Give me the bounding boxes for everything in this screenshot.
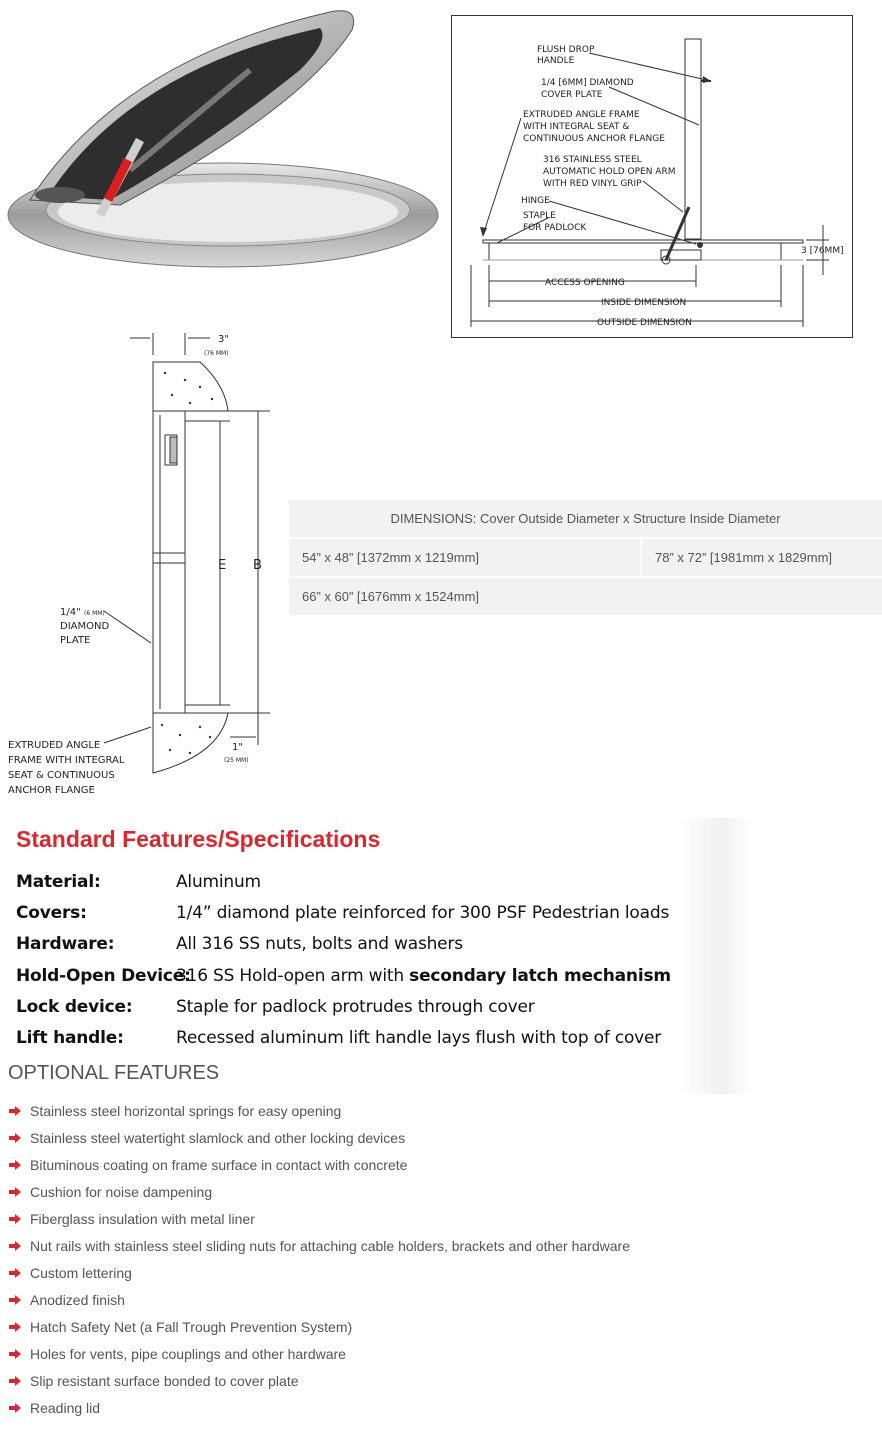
arrow-right-icon <box>8 1322 22 1332</box>
optional-feature-text: Fiberglass insulation with metal liner <box>30 1210 255 1227</box>
label-plate-line2: DIAMOND <box>60 621 110 632</box>
label-plate-mm: (6 MM) <box>84 610 105 617</box>
optional-feature-item <box>8 1151 630 1178</box>
spec-value: 1/4” diamond plate reinforced for 300 PSF Pedestrian loads <box>176 903 670 923</box>
label-staple: STAPLE FOR PADLOCK <box>523 211 587 233</box>
optional-feature-text: Anodized finish <box>30 1291 125 1308</box>
spec-value: 316 SS Hold-open arm with secondary latch mechanism <box>176 966 671 986</box>
dimension-cell: 78” x 72” [1981mm x 1829mm] <box>641 538 882 577</box>
optional-feature-text: Reading lid <box>30 1399 101 1416</box>
label-flush-drop-handle: FLUSH DROP HANDLE <box>537 45 595 66</box>
spec-label: Lock device: <box>16 997 133 1017</box>
label-hinge: HINGE <box>521 196 550 206</box>
standard-features-title: Standard Features/Specifications <box>16 826 381 852</box>
arrow-right-icon <box>8 1349 22 1359</box>
round-hatch-photo <box>0 0 445 285</box>
hatch-section-diagram <box>0 325 290 805</box>
optional-features-list <box>8 1097 630 1421</box>
label-plate-line1: 1/4" <box>60 607 81 618</box>
optional-feature-text: Bituminous coating on frame surface in contact with concrete <box>30 1156 408 1173</box>
label-plate-line3: PLATE <box>60 635 91 646</box>
dimension-cell: 66” x 60” [1676mm x 1524mm] <box>289 577 882 616</box>
arrow-right-icon <box>8 1403 22 1413</box>
spec-label: Hardware: <box>16 934 115 954</box>
spec-value: All 316 SS nuts, bolts and washers <box>176 934 463 954</box>
label-frame: EXTRUDED ANGLE FRAME WITH INTEGRAL SEAT & CONTINUOUS ANCHOR FLANGE <box>8 740 125 796</box>
optional-feature-item <box>8 1340 630 1367</box>
label-bottom-dim: 1" <box>232 742 243 753</box>
label-top-dim: 3" <box>218 334 229 345</box>
arrow-right-icon <box>8 1187 22 1197</box>
optional-feature-item <box>8 1367 630 1394</box>
label-inside-dimension: INSIDE DIMENSION <box>601 298 687 308</box>
optional-feature-text: Nut rails with stainless steel sliding nuts for attaching cable holders, brackets and other hardware <box>30 1237 630 1254</box>
arrow-right-icon <box>8 1160 22 1170</box>
optional-feature-item <box>8 1394 630 1421</box>
optional-feature-text: Custom lettering <box>30 1264 132 1281</box>
arrow-right-icon <box>8 1376 22 1386</box>
optional-feature-item <box>8 1205 630 1232</box>
arrow-right-icon <box>8 1268 22 1278</box>
spec-value: Staple for padlock protrudes through cover <box>176 997 535 1017</box>
label-b: B <box>253 558 262 573</box>
decorative-shadow <box>678 818 750 1094</box>
label-e: E <box>218 558 227 573</box>
label-extruded-frame: EXTRUDED ANGLE FRAME WITH INTEGRAL SEAT & CONTINUOUS ANCHOR FLANGE <box>523 110 665 144</box>
label-outside-dimension: OUTSIDE DIMENSION <box>597 318 692 328</box>
spec-label: Material: <box>16 872 101 892</box>
arrow-right-icon <box>8 1106 22 1116</box>
optional-feature-text: Stainless steel watertight slamlock and other locking devices <box>30 1129 406 1146</box>
optional-feature-text: Slip resistant surface bonded to cover plate <box>30 1372 299 1389</box>
optional-feature-item <box>8 1313 630 1340</box>
arrow-right-icon <box>8 1241 22 1251</box>
spec-label: Hold-Open Device: <box>16 966 191 986</box>
label-hold-open-arm: 316 STAINLESS STEEL AUTOMATIC HOLD OPEN ARM WITH RED VINYL GRIP <box>543 155 676 189</box>
spec-value: Aluminum <box>176 872 261 892</box>
dimension-cell: 54” x 48” [1372mm x 1219mm] <box>289 538 641 577</box>
optional-feature-item <box>8 1286 630 1313</box>
label-top-dim-mm: (76 MM) <box>204 350 229 357</box>
optional-feature-item <box>8 1232 630 1259</box>
optional-feature-item <box>8 1259 630 1286</box>
arrow-right-icon <box>8 1214 22 1224</box>
optional-feature-text: Stainless steel horizontal springs for easy opening <box>30 1102 342 1119</box>
optional-feature-item <box>8 1178 630 1205</box>
spec-label: Lift handle: <box>16 1028 124 1048</box>
hatch-side-diagram <box>451 15 853 339</box>
optional-feature-text: Holes for vents, pipe couplings and other hardware <box>30 1345 346 1362</box>
spec-value: Recessed aluminum lift handle lays flush with top of cover <box>176 1028 662 1048</box>
arrow-right-icon <box>8 1133 22 1143</box>
label-access-opening: ACCESS OPENING <box>545 278 625 288</box>
optional-feature-item <box>8 1124 630 1151</box>
label-bottom-dim-mm: (25 MM) <box>224 757 249 764</box>
dimensions-header: DIMENSIONS: Cover Outside Diameter x Structure Inside Diameter <box>289 500 882 538</box>
spec-label: Covers: <box>16 903 87 923</box>
label-diamond-cover-plate: 1/4 [6MM] DIAMOND COVER PLATE <box>541 78 634 100</box>
label-height-dim: 3 [76MM] <box>801 246 844 256</box>
arrow-right-icon <box>8 1295 22 1305</box>
optional-feature-text: Cushion for noise dampening <box>30 1183 213 1200</box>
optional-feature-item <box>8 1097 630 1124</box>
dimensions-table <box>289 500 882 617</box>
optional-feature-text: Hatch Safety Net (a Fall Trough Prevention System) <box>30 1318 353 1335</box>
optional-features-title: OPTIONAL FEATURES <box>8 1062 220 1084</box>
